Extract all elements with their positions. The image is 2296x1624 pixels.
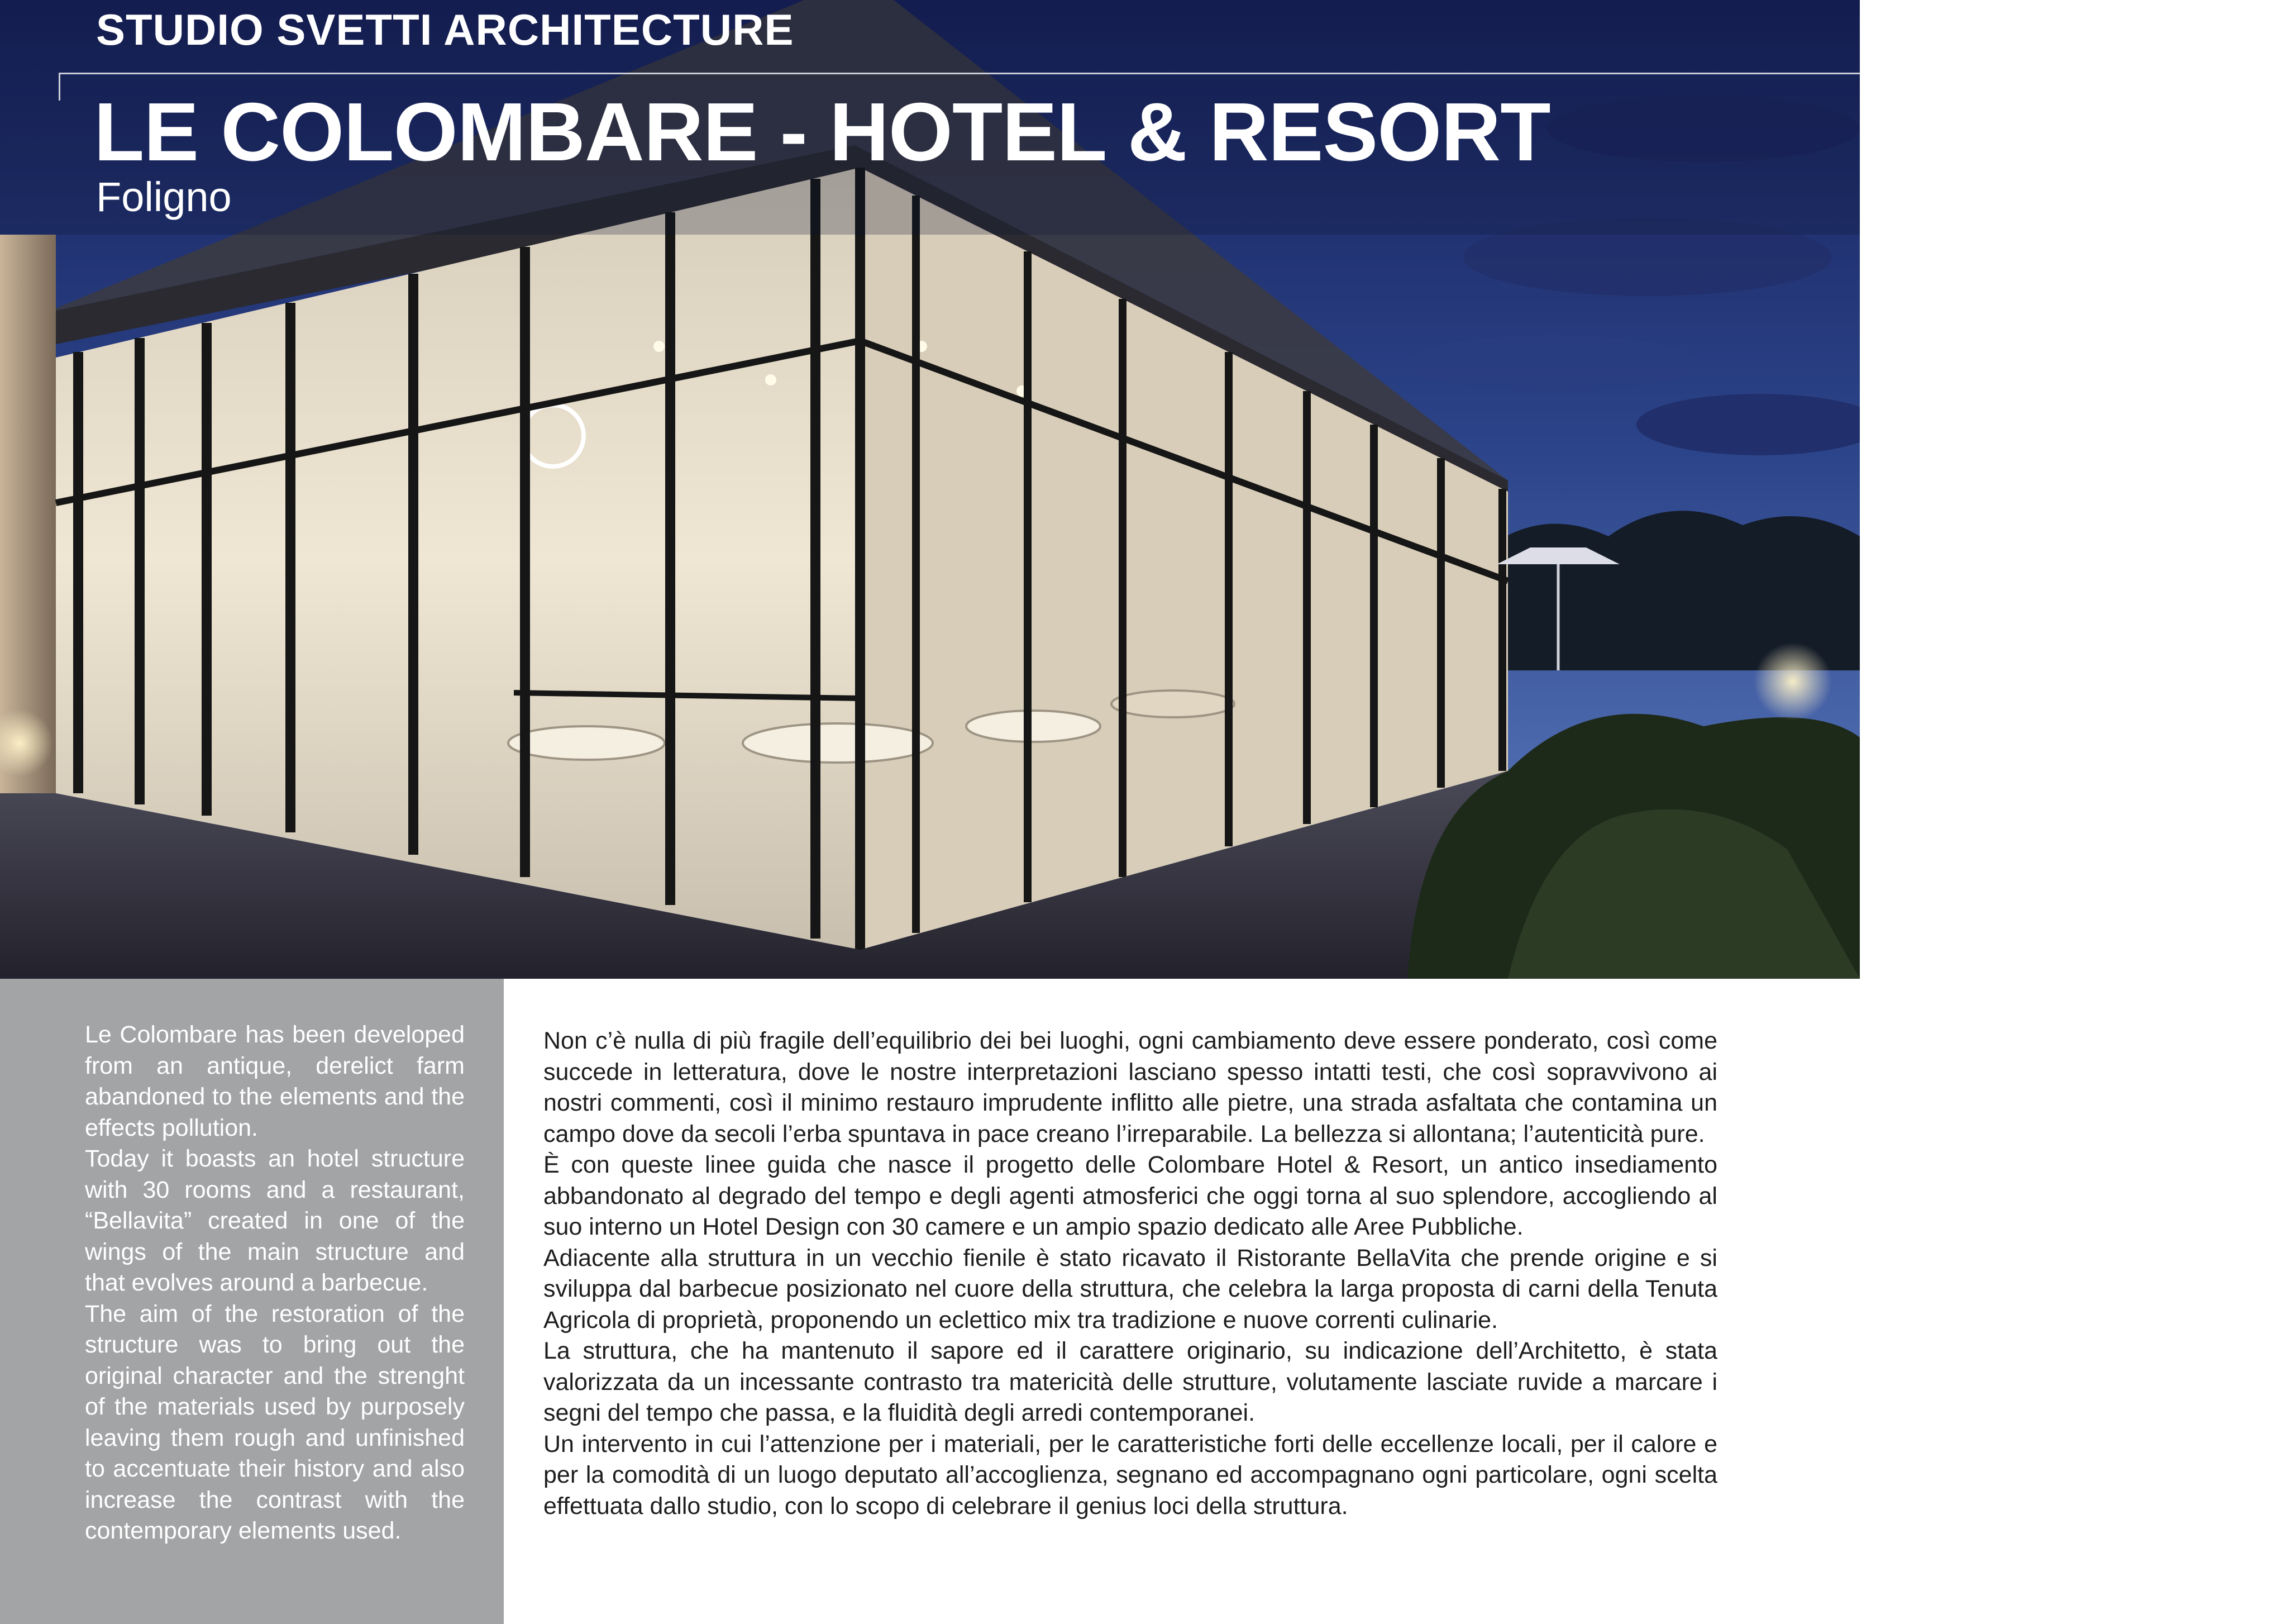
english-summary-panel — [0, 979, 504, 1624]
summary-paragraph: Le Colombare has been developed from an antique, derelict farm abandoned to the elements and the effects pollution. — [85, 1021, 465, 1141]
article-body — [543, 1026, 1717, 1522]
summary-paragraph: Today it boasts an hotel structure with 30 rooms and a restaurant, “Bellavita” created in one of the wings of the main structure and that evolves around a barbecue. — [85, 1145, 465, 1296]
hero-photo — [0, 0, 1860, 979]
body-paragraph: Un intervento in cui l’attenzione per i materiali, per le caratteristiche forti delle eccellenze locali, per il calore e per la comodità di un luogo deputato all’accoglienza, segnano ed accompagnano ogni particolare, ogni scelta effettuata dallo studio, con lo scopo di celebrare il genius loci della struttura. — [543, 1430, 1717, 1520]
body-paragraph: Adiacente alla struttura in un vecchio fienile è stato ricavato il Ristorante BellaVita che prende origine e si sviluppa dal barbecue posizionato nel cuore della struttura, che celebra la larga proposta di carni della Tenuta Agricola di proprietà, proponendo un eclettico mix tra tradizione e nuove correnti culinarie. — [543, 1244, 1717, 1334]
project-location: Foligno — [96, 174, 232, 220]
body-paragraph: La struttura, che ha mantenuto il sapore ed il carattere originario, su indicazione dell’Architetto, è stata valorizzata da un incessante contrasto tra matericità delle strutture, volutamente lasciate ruvide a marcare i segni del tempo che passa, e la fluidità degli arredi contemporanei. — [543, 1337, 1717, 1426]
body-paragraph: Non c’è nulla di più fragile dell’equilibrio dei bei luoghi, ogni cambiamento deve essere ponderato, così come succede in letteratura, dove le nostre interpretazioni lasciano spesso intatti testi, che così sopravvivono ai nostri commenti, così il minimo restauro imprudente inflitto alle pietre, una strada asfaltata che contamina un campo dove da secoli l’erba spuntava in pace creano l’irreparabile. La bellezza si allontana; l’autenticità pure. — [543, 1027, 1717, 1147]
header-divider — [59, 73, 1860, 74]
project-title: LE COLOMBARE - HOTEL & RESORT — [94, 86, 1550, 178]
article-header — [0, 0, 1860, 235]
studio-name: STUDIO SVETTI ARCHITECTURE — [96, 5, 794, 54]
body-paragraph: È con queste linee guida che nasce il progetto delle Colombare Hotel & Resort, un antico insediamento abbandonato al degrado del tempo e degli agenti atmosferici che oggi torna al suo splendore, accogliendo al suo interno un Hotel Design con 30 camere e un ampio spazio dedicato alle Aree Pubbliche. — [543, 1151, 1717, 1240]
header-divider-tick — [59, 73, 60, 101]
summary-paragraph: The aim of the restoration of the structure was to bring out the original character and the strenght of the materials used by purposely leaving them rough and unfinished to accentuate their history and also increase the contrast with the contemporary elements used. — [85, 1300, 465, 1544]
english-summary-text — [85, 1020, 465, 1547]
